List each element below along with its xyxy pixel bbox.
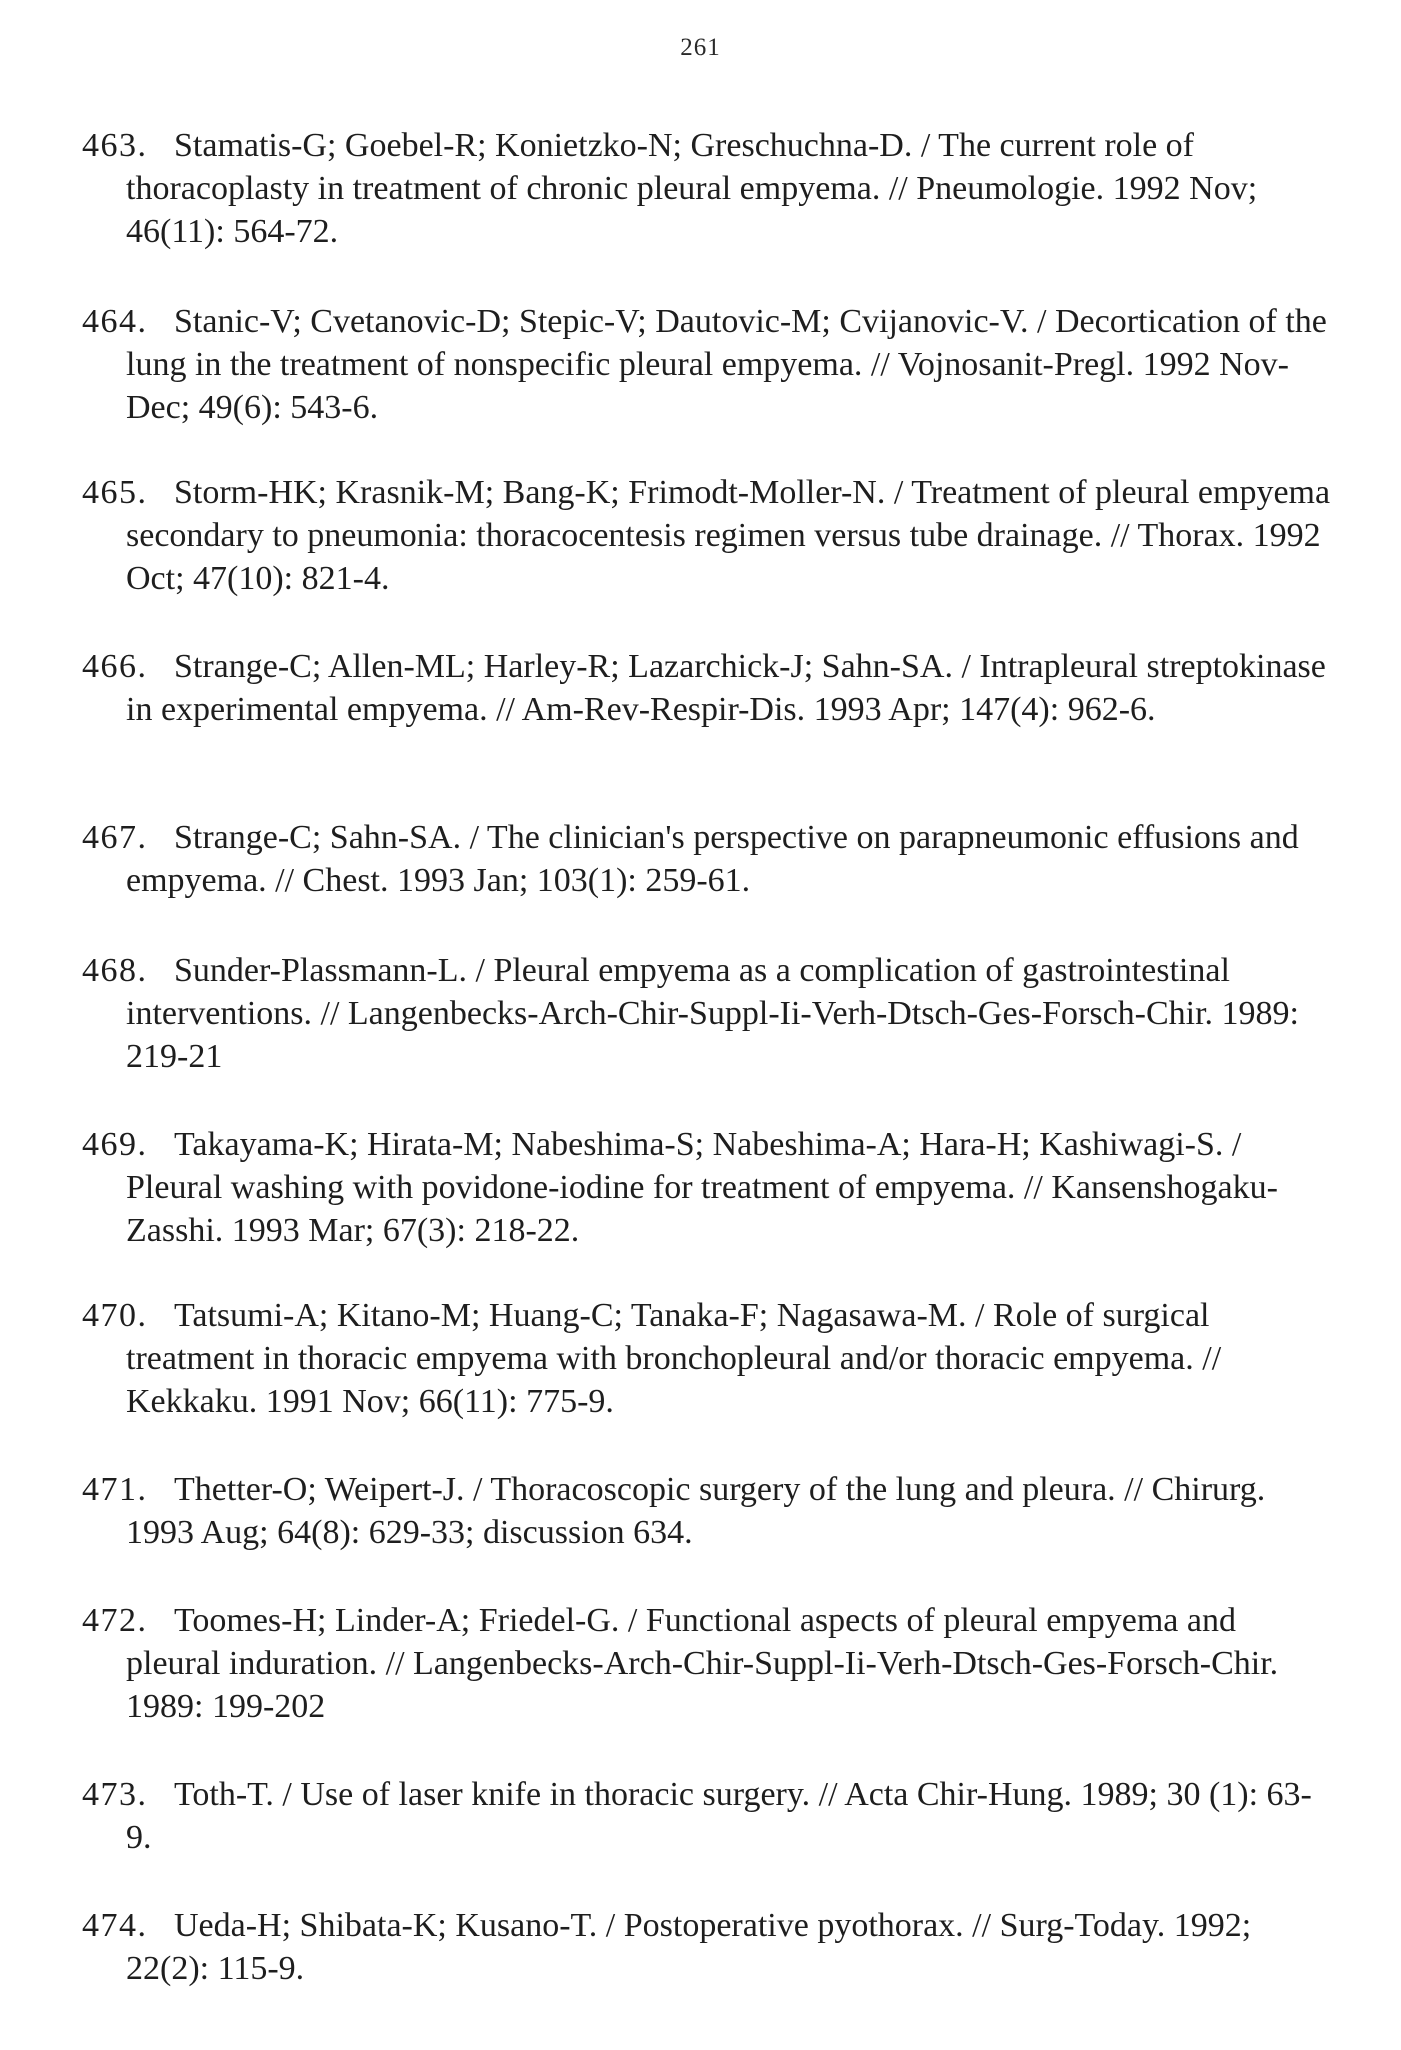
reference-item (82, 300, 1332, 429)
reference-item (82, 816, 1332, 902)
reference-item (82, 949, 1332, 1078)
reference-number: 467. (82, 819, 148, 856)
reference-item (82, 1468, 1332, 1554)
reference-text: Toomes-H; Linder-A; Friedel-G. / Functional aspects of pleural empyema and pleural induration. // Langenbecks-Arch-Chir-Suppl-Ii-Verh-Dtsch-Ges-Forsch-Chir. 1989: 199-202 (126, 1602, 1279, 1725)
reference-item (82, 1599, 1332, 1728)
reference-number: 469. (82, 1126, 148, 1163)
reference-number: 463. (82, 127, 148, 164)
reference-number: 464. (82, 303, 148, 340)
reference-item (82, 1123, 1332, 1252)
reference-number: 474. (82, 1907, 148, 1944)
reference-text: Strange-C; Allen-ML; Harley-R; Lazarchick-J; Sahn-SA. / Intrapleural streptokinase in experimental empyema. // Am-Rev-Respir-Dis. 1993 Apr; 147(4): 962-6. (126, 648, 1326, 728)
reference-text: Stamatis-G; Goebel-R; Konietzko-N; Greschuchna-D. / The current role of thoracoplasty in treatment of chronic pleural empyema. // Pneumologie. 1992 Nov; 46(11): 564-72. (126, 127, 1258, 250)
reference-text: Takayama-K; Hirata-M; Nabeshima-S; Nabeshima-A; Hara-H; Kashiwagi-S. / Pleural washing with povidone-iodine for treatment of empyema. // Kansenshogaku-Zasshi. 1993 Mar; 67(3): 218-22. (126, 1126, 1278, 1249)
reference-item (82, 1773, 1332, 1859)
reference-number: 473. (82, 1776, 148, 1813)
reference-text: Thetter-O; Weipert-J. / Thoracoscopic surgery of the lung and pleura. // Chirurg. 1993 Aug; 64(8): 629-33; discussion 634. (126, 1471, 1266, 1551)
reference-text: Stanic-V; Cvetanovic-D; Stepic-V; Dautovic-M; Cvijanovic-V. / Decortication of the lung in the treatment of nonspecific pleural empyema. // Vojnosanit-Pregl. 1992 Nov-Dec; 49(6): 543-6. (126, 303, 1327, 426)
reference-item (82, 645, 1332, 731)
reference-item (82, 471, 1332, 600)
reference-number: 470. (82, 1297, 148, 1334)
reference-number: 471. (82, 1471, 148, 1508)
reference-text: Toth-T. / Use of laser knife in thoracic surgery. // Acta Chir-Hung. 1989; 30 (1): 63-9. (126, 1776, 1312, 1856)
reference-text: Strange-C; Sahn-SA. / The clinician's perspective on parapneumonic effusions and empyema. // Chest. 1993 Jan; 103(1): 259-61. (126, 819, 1299, 899)
reference-text: Tatsumi-A; Kitano-M; Huang-C; Tanaka-F; Nagasawa-M. / Role of surgical treatment in thoracic empyema with bronchopleural and/or thoracic empyema. // Kekkaku. 1991 Nov; 66(11): 775-9. (126, 1297, 1222, 1420)
reference-item (82, 1294, 1332, 1423)
reference-text: Sunder-Plassmann-L. / Pleural empyema as a complication of gastrointestinal interventions. // Langenbecks-Arch-Chir-Suppl-Ii-Verh-Dtsch-Ges-Forsch-Chir. 1989: 219-21 (126, 952, 1299, 1075)
reference-number: 465. (82, 474, 148, 511)
reference-text: Storm-HK; Krasnik-M; Bang-K; Frimodt-Moller-N. / Treatment of pleural empyema secondary to pneumonia: thoracocentesis regimen versus tube drainage. // Thorax. 1992 Oct; 47(10): 821-4. (126, 474, 1331, 597)
reference-text: Ueda-H; Shibata-K; Kusano-T. / Postoperative pyothorax. // Surg-Today. 1992; 22(2): 115-9. (126, 1907, 1252, 1987)
reference-item (82, 1904, 1332, 1990)
reference-number: 472. (82, 1602, 148, 1639)
reference-item (82, 124, 1332, 253)
reference-number: 468. (82, 952, 148, 989)
reference-number: 466. (82, 648, 148, 685)
page-number: 261 (680, 34, 721, 61)
